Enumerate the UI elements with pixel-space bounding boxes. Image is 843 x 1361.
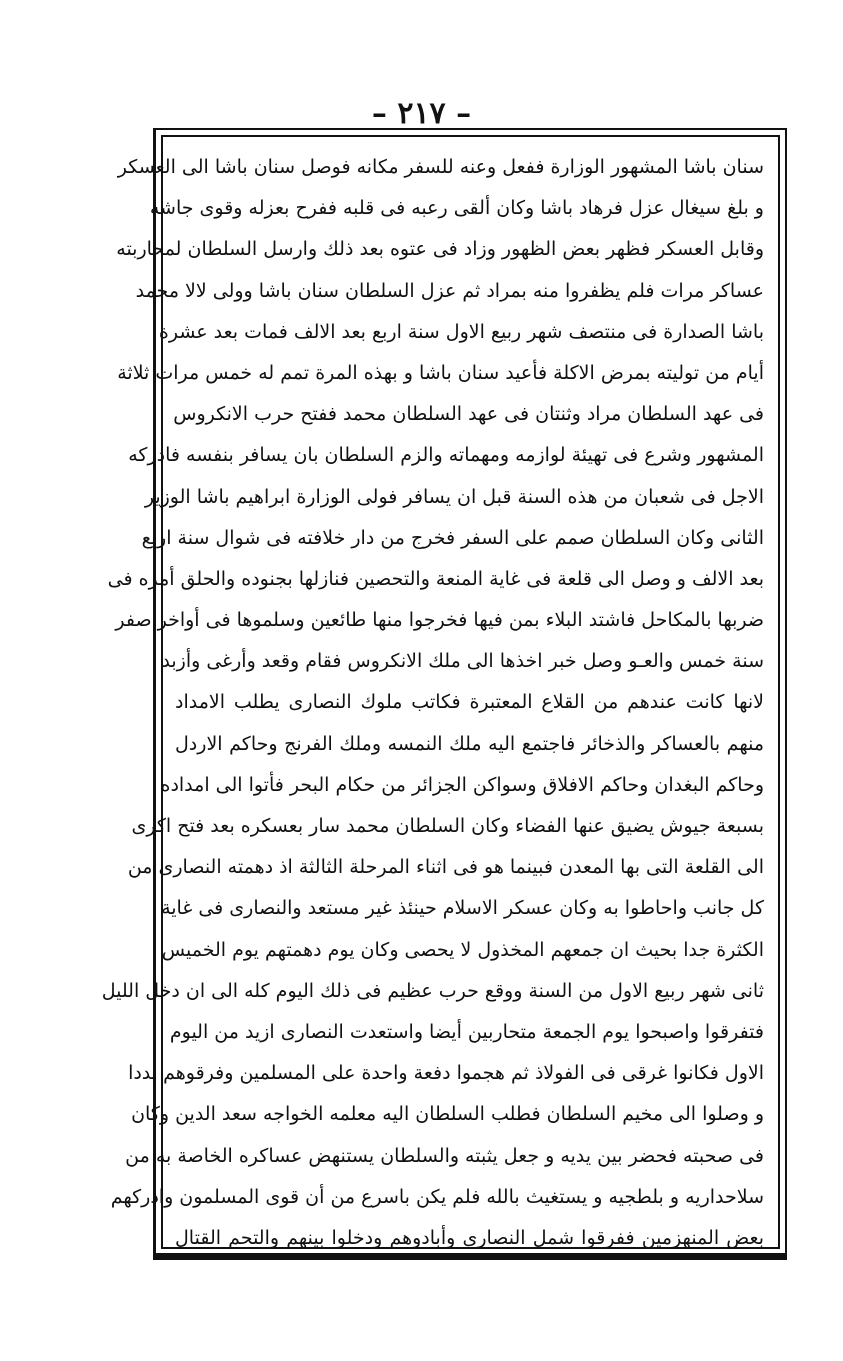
text-line: الى القلعة التى بها المعدن فبينما هو فى اثناء المرحلة الثالثة اذ دهمته النصارى من: [127, 856, 764, 879]
text-line: فى صحبته فحضر بين يديه و جعل يثبته والسلطان يستنهض عساكره الخاصة به من: [125, 1144, 764, 1167]
text-line: و بلغ سيغال عزل فرهاد باشا وكان ألقى رعبه فى قلبه ففرح بعزله وقوى جاشه: [149, 197, 764, 220]
text-line: الثانى وكان السلطان صمم على السفر فخرج من دار خلافته فى شوال سنة اربع: [141, 526, 764, 549]
text-line: المشهور وشرع فى تهيئة لوازمه ومهماته والزم السلطان بان يسافر بنفسه فادركه: [128, 444, 764, 467]
text-line: ضربها بالمكاحل فاشتد البلاء بمن فيها فخرجوا منها طائعين وسلموها فى أواخر صفر: [115, 609, 764, 632]
text-line: فى عهد السلطان مراد وثنتان فى عهد السلطان محمد ففتح حرب الانكروس: [173, 403, 764, 426]
text-line: سلاحداريه و بلطجيه و يستغيث بالله فلم يكن باسرع من أن قوى المسلمون وادركهم: [110, 1185, 764, 1208]
text-line: منهم بالعساكر والذخائر فاجتمع اليه ملك النمسه وملك الفرنج وحاكم الاردل: [175, 732, 764, 755]
text-line: عساكر مرات فلم يظفروا منه بمراد ثم عزل السلطان سنان باشا وولى لالا محمد: [135, 279, 764, 302]
text-line: سنة خمس والعـو وصل خبر اخذها الى ملك الانكروس فقام وقعد وأرغى وأزبد: [161, 650, 764, 673]
text-line: الاجل فى شعبان من هذه السنة قبل ان يسافر فولى الوزارة ابراهيم باشا الوزير: [144, 485, 764, 508]
text-inner-frame: [101, 135, 780, 1249]
text-frame: [101, 128, 787, 1260]
text-line: و وصلوا الى مخيم السلطان فطلب السلطان اليه معلمه الخواجه سعد الدين وكان: [131, 1103, 764, 1126]
body-text: [101, 147, 764, 1259]
text-line: أيام من توليته بمرض الاكلة فأعيد سنان باشا و بهذه المرة تمم له خمس مرات ثلاثة: [117, 361, 764, 384]
text-line: فتفرقوا واصبحوا يوم الجمعة متحاربين أيضا واستعدت النصارى ازيد من اليوم: [169, 1020, 764, 1043]
text-line: لانها كانت عندهم من القلاع المعتبرة فكاتب ملوك النصارى يطلب الامداد: [175, 691, 764, 714]
page-number: – ٢١٧ –: [371, 96, 472, 131]
text-line: وقابل العسكر فظهر بعض الظهور وزاد فى عتوه بعد ذلك وارسل السلطان لمحاربته: [116, 238, 764, 261]
text-line: بعض المنهزمين ففرقوا شمل النصارى وأبادوهم ودخلوا بينهم والتحم القتال: [175, 1226, 764, 1249]
text-line: الاول فكانوا غرقى فى الفولاذ ثم هجموا دفعة واحدة على المسلمين وفرقوهم بددا: [128, 1062, 764, 1085]
text-line: الكثرة جدا بحيث ان جمعهم المخذول لا يحصى وكان يوم دهمتهم يوم الخميس: [161, 938, 764, 961]
text-line: بعد الالف و وصل الى قلعة فى غاية المنعة والتحصين فنازلها بجنوده والحلق أمره فى: [107, 567, 764, 590]
text-line: باشا الصدارة فى منتصف شهر ربيع الاول سنة اربع بعد الالف فمات بعد عشرة: [158, 320, 764, 343]
text-line: ثانى شهر ربيع الاول من السنة ووقع حرب عظيم فى ذلك اليوم كله الى ان دخل الليل: [101, 979, 764, 1002]
text-line: كل جانب واحاطوا به وكان عسكر الاسلام حينئذ غير مستعد والنصارى فى غاية: [161, 897, 764, 920]
text-line: سنان باشا المشهور الوزارة ففعل وعنه للسفر مكانه فوصل سنان باشا الى العسكر: [117, 156, 764, 178]
text-line: وحاكم البغدان وحاكم الافلاق وسواكن الجزائر من حكام البحر فأتوا الى امداده: [160, 773, 764, 796]
text-line: بسبعة جيوش يضيق عنها الفضاء وكان السلطان محمد سار بعسكره بعد فتح اكرى: [131, 815, 764, 837]
